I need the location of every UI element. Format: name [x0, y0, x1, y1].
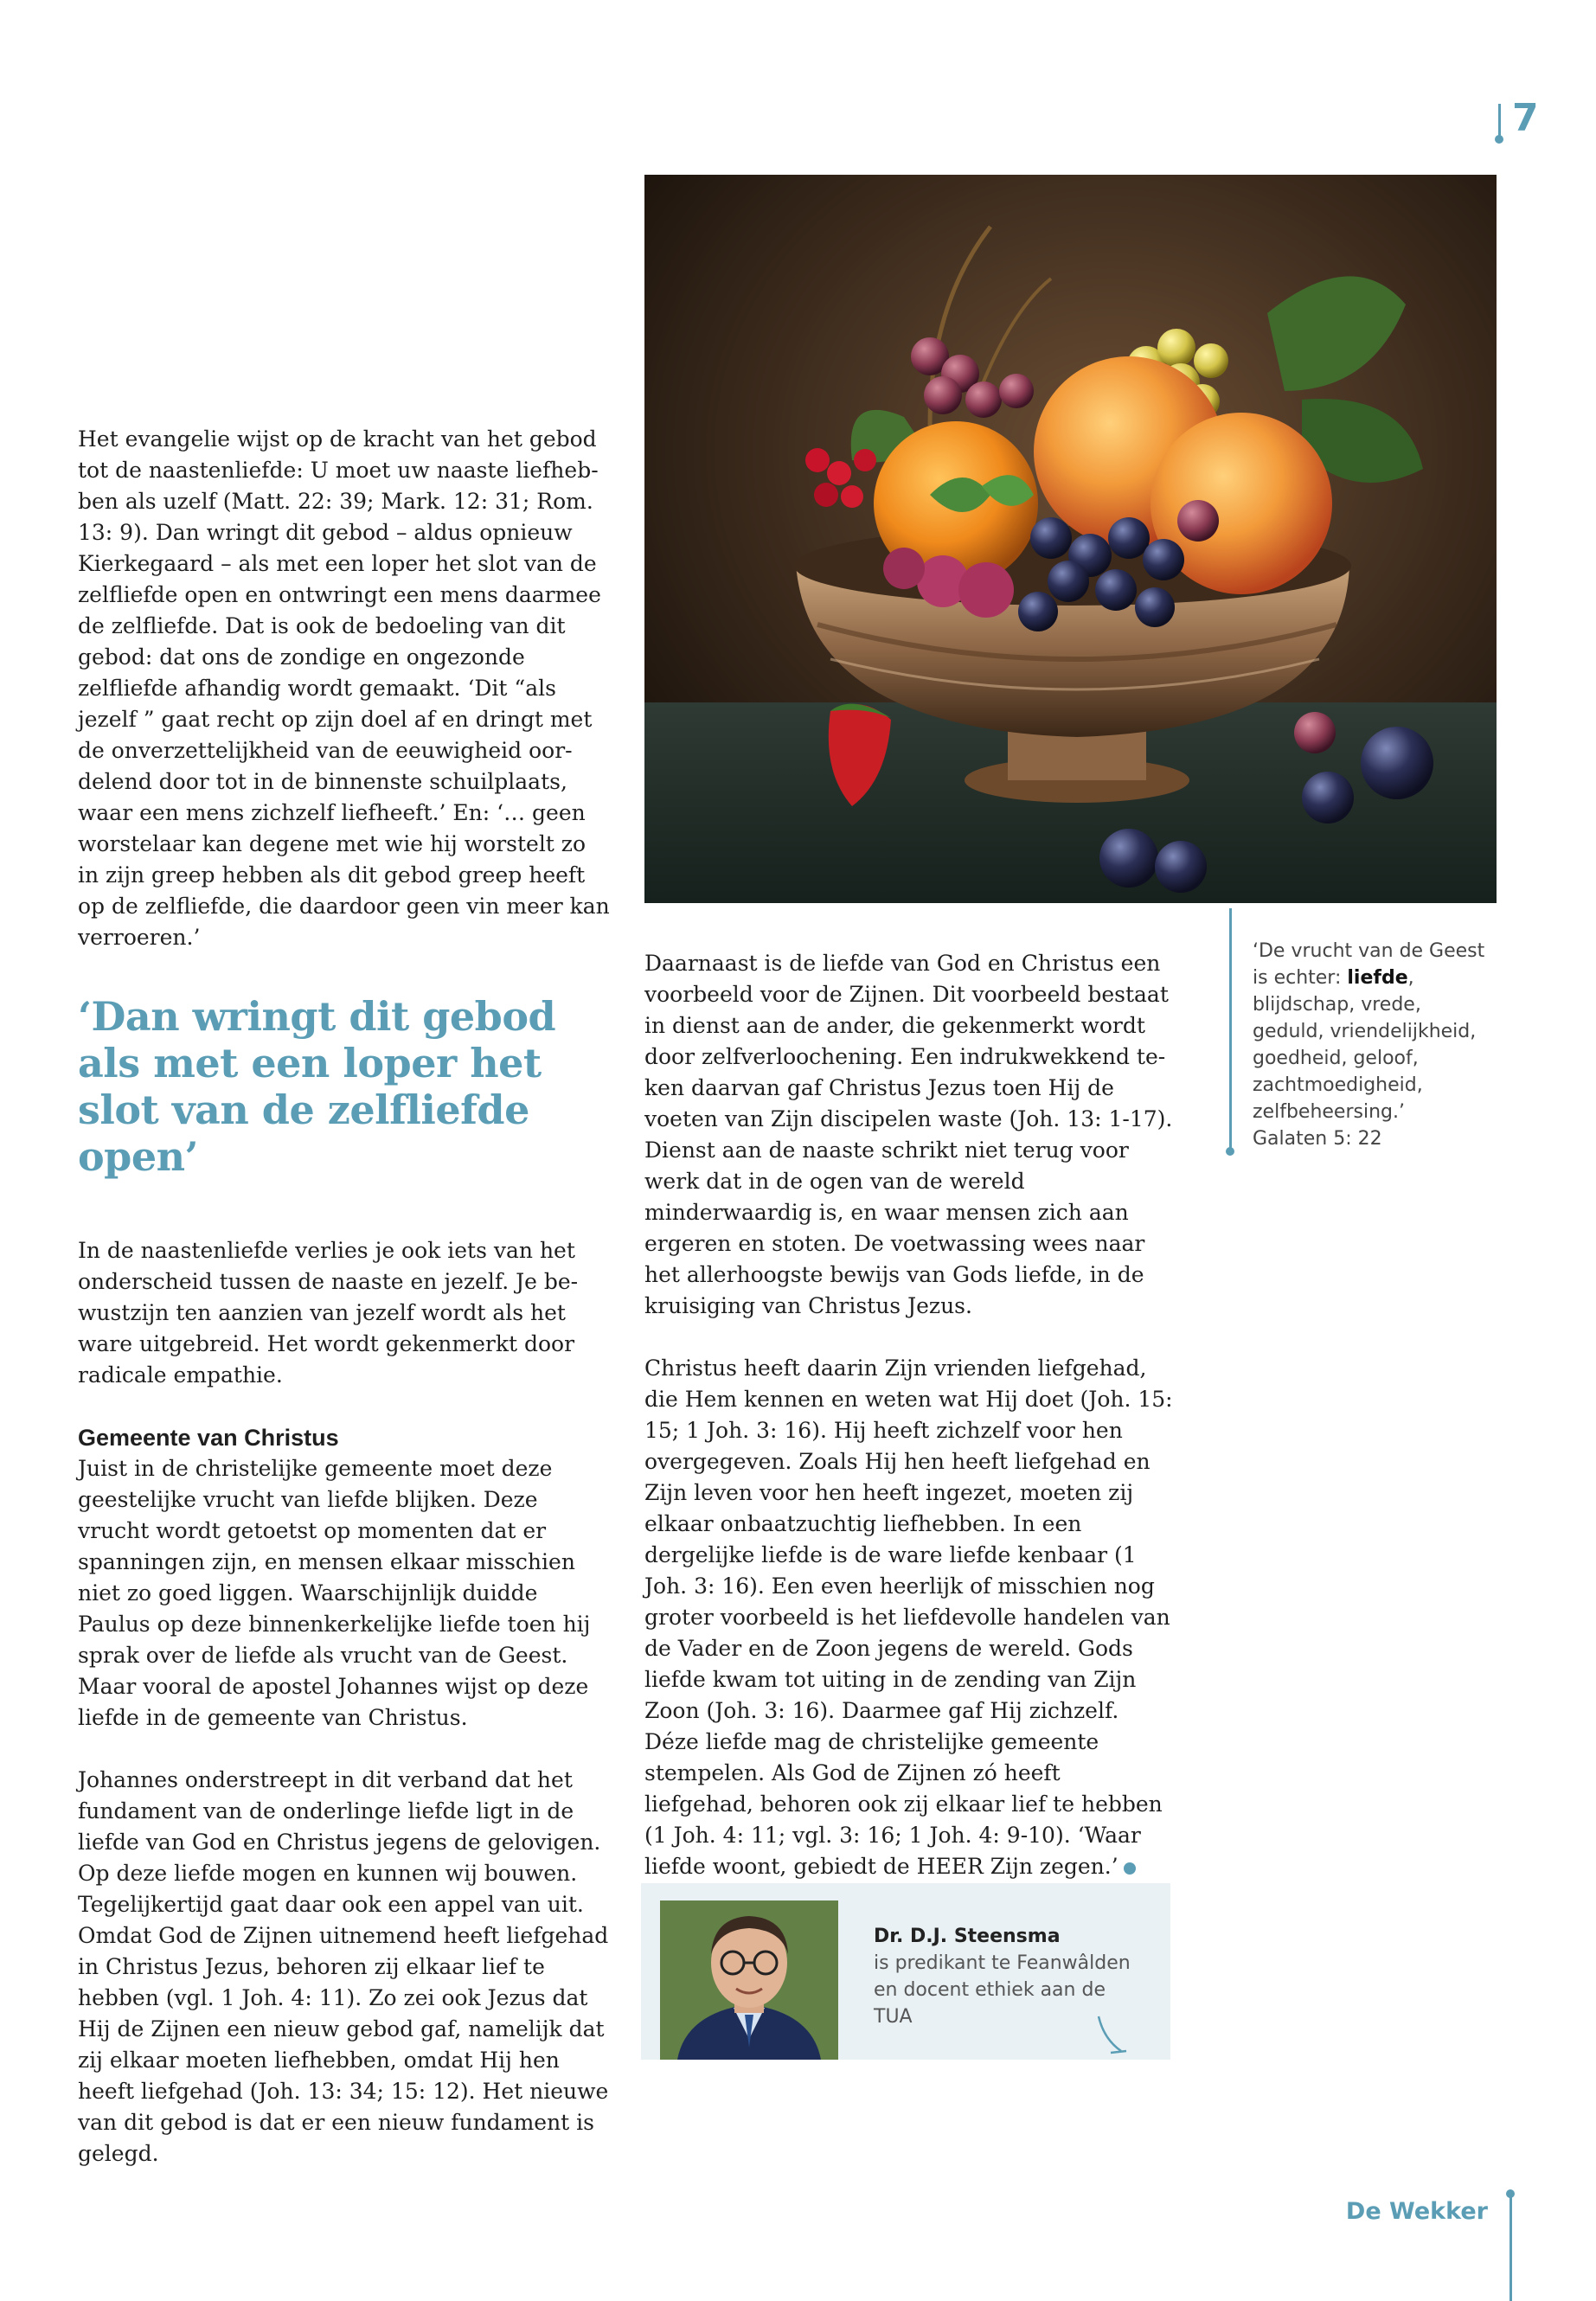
- author-name: Dr. D.J. Steensma: [874, 1926, 1061, 1947]
- left-column: [78, 424, 612, 2170]
- footer-rule: [1509, 2193, 1512, 2301]
- fruit-bowl-illustration: [644, 175, 1497, 903]
- author-bio-box: [641, 1883, 1170, 2060]
- paragraph-christus-text: Christus heeft daarin Zijn vrienden liefgehad, die Hem kennen en weten wat Hij doet (Joh. 15: 15; 1 Joh. 3: 16). Hij heeft zichzelf voor hen overgegeven. Zoals Hij hen heeft liefgehad en Zijn leven voor hen heeft ingezet, moeten zij elkaar onbaatzuchtig liefhebben. In een dergelijke liefde is de ware liefde kenbaar (1 Joh. 3: 16). Een even heerlijk of misschien nog groter voorbeeld is het liefdevolle handelen van de Vader en de Zoon jegens de wereld. Gods liefde kwam tot uiting in de zending van Zijn Zoon (Joh. 3: 16). Daarmee gaf Hij zichzelf. Déze liefde mag de christelijke gemeente stempelen. Als God de Zijnen zó heeft liefgehad, behoren ook zij elkaar lief te hebben (1 Joh. 4: 11; vgl. 3: 16; 1 Joh. 4: 9-10). ‘Waar liefde woont, gebiedt de HEER Zijn zegen.’: [644, 1356, 1173, 1879]
- paragraph-christus: [644, 1353, 1174, 1882]
- paragraph-johannes: Johannes onderstreept in dit verband dat het fundament van de onderlinge liefde ligt in de liefde van God en Christus jegens de gelovigen. Op deze liefde mogen en kunnen wij bouwen. Tegelijkertijd gaat daar ook een appel van uit. Omdat God de Zijnen uitnemend heeft liefgehad in Christus Jezus, behoren zij elkaar lief te hebben (vgl. 1 Joh. 4: 11). Zo zei ook Jezus dat Hij de Zijnen een nieuw gebod gaf, namelijk dat zij elkaar moeten liefhebben, omdat Hij hen heeft liefgehad (Joh. 13: 34; 15: 12). Het nieuwe van dit gebod is dat er een nieuw fundament is gelegd.: [78, 1767, 609, 2166]
- page-number-dot: [1495, 135, 1503, 144]
- sidebar-quote-reference: Galaten 5: 22: [1253, 1128, 1382, 1150]
- author-portrait-illustration: [660, 1900, 838, 2060]
- sidebar-quote-dot: [1226, 1147, 1234, 1156]
- middle-column: [644, 948, 1174, 1882]
- sidebar-quote-bold: liefde: [1347, 967, 1408, 989]
- page-number: 7: [1512, 96, 1539, 140]
- magazine-name: De Wekker: [1345, 2198, 1488, 2225]
- end-mark-icon: [1124, 1862, 1136, 1875]
- sidebar-quote: [1253, 938, 1495, 1152]
- sidebar-quote-before: ‘De vrucht van de Geest is echter:: [1253, 940, 1485, 989]
- intro-paragraph: Het evangelie wijst op de kracht van het gebod tot de naastenliefde: U moet uw naaste liefhebben als uzelf (Matt. 22: 39; Mark. 12: 31; Rom. 13: 9). Dan wringt dit gebod – aldus opnieuw Kierkegaard – als met een loper het slot van de zelfliefde open en ontwringt een mens daarmee de zelfliefde. Dat is ook de bedoeling van dit gebod: dat ons de zondige en ongezonde zelfliefde afhandig wordt gemaakt. ‘Dit “als jezelf ” gaat recht op zijn doel af en dringt met de onverzettelijkheid van de eeuwigheid oordelend door tot in de binnenste schuilplaats, waar een mens zichzelf liefheeft.’ En: ‘… geen worstelaar kan degene met wie hij worstelt zo in zijn greep hebben als dit gebod greep heeft op de zelfliefde, die daardoor geen vin meer kan verroeren.’: [78, 426, 610, 950]
- author-bio: is predikant te Feanwâlden en docent ethiek aan de TUA: [874, 1952, 1131, 2028]
- fruit-bowl-photo: [644, 175, 1497, 903]
- pen-flourish-icon: [1095, 2013, 1130, 2056]
- subheading-gemeente: Gemeente van Christus: [78, 1425, 339, 1451]
- author-portrait: [660, 1900, 838, 2060]
- paragraph-gemeente: Juist in de christelijke gemeente moet deze geestelijke vrucht van liefde blijken. Deze vrucht wordt getoetst op momenten dat er spanningen zijn, en mensen elkaar misschien niet zo goed liggen. Waarschijnlijk duidde Paulus op deze binnenkerkelijke liefde toen hij sprak over de liefde als vrucht van de Geest. Maar vooral de apostel Johannes wijst op deze liefde in de gemeente van Christus.: [78, 1456, 591, 1730]
- pull-quote: ‘Dan wringt dit gebod als met een loper het slot van de zelfliefde open’: [78, 993, 556, 1180]
- sidebar-quote-after: , blijdschap, vrede, geduld, vriendelijkheid, goedheid, geloof, zachtmoedigheid, zelfbeheersing.’: [1253, 967, 1477, 1123]
- sidebar-quote-rule: [1229, 908, 1232, 1150]
- paragraph-empathy: In de naastenliefde verlies je ook iets van het onderscheid tussen de naaste en jezelf. Je bewustzijn ten aanzien van jezelf wordt als het ware uitgebreid. Het wordt gekenmerkt door radicale empathie.: [78, 1238, 579, 1388]
- paragraph-voorbeeld: Daarnaast is de liefde van God en Christus een voorbeeld voor de Zijnen. Dit voorbeeld bestaat in dienst aan de ander, die gekenmerkt wordt door zelfverloochening. Een indrukwekkend teken daarvan gaf Christus Jezus toen Hij de voeten van Zijn discipelen waste (Joh. 13: 1-17). Dienst aan de naaste schrikt niet terug voor werk dat in de ogen van de wereld minderwaardig is, en waar mensen zich aan ergeren en stoten. De voetwassing wees naar het allerhoogste bewijs van Gods liefde, in de kruisiging van Christus Jezus.: [644, 951, 1173, 1318]
